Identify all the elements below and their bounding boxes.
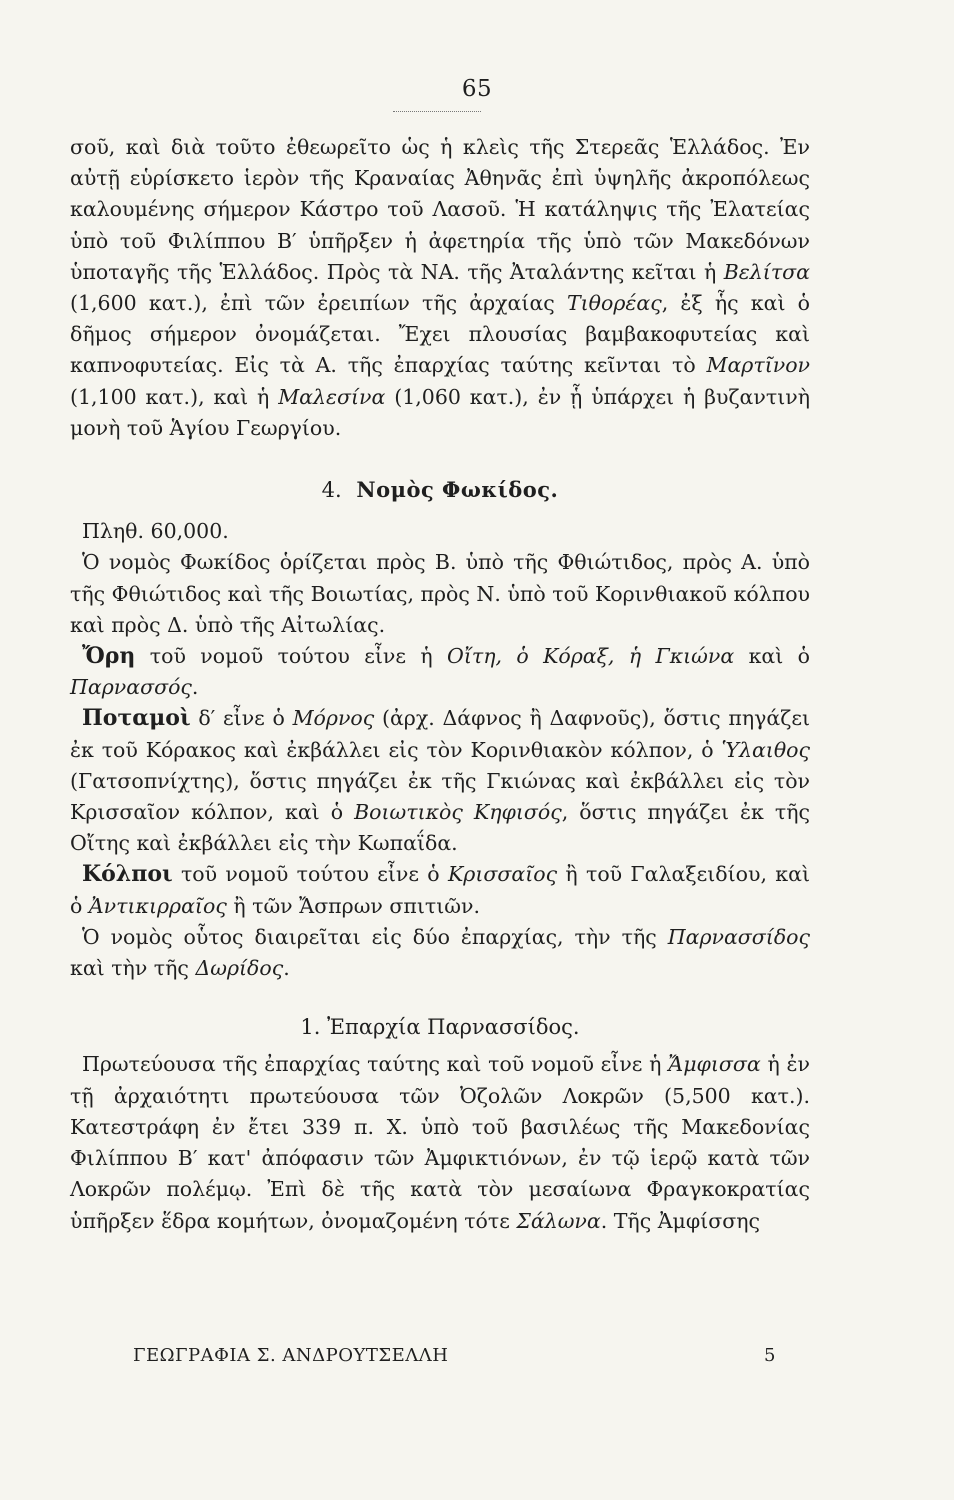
place-name: Μαρτῖνον [706,353,810,378]
text-run: σοῦ, καὶ διὰ τοῦτο ἐθεωρεῖτο ὡς ἡ κλεὶς τῆς Στερεᾶς Ἑλλάδος. Ἐν αὐτῇ εὑρίσκετο ἱερὸν τῆς Κραναίας Ἀθηνᾶς ἐπὶ ὑψηλῆς ἀκροπόλεως καλουμένης σήμερον Κάστρο τοῦ Λασοῦ. Ἡ κατάληψις τῆς Ἐλατείας ὑπὸ τοῦ Φιλίππου Β′ ὑπῆρξεν ἡ ἀφετηρία τῆς ὑπὸ τῶν Μακεδόνων ὑποταγῆς τῆς Ἑλλάδος. Πρὸς τὰ ΝΑ. τῆς Ἀταλάντης κεῖται ἡ [70,135,810,284]
rivers-lead: Ποταμοὶ [82,705,191,732]
place-name: Ὑλαιθος [721,737,810,762]
place-name: Κρισσαῖος [447,862,558,887]
text-run: ἡ ἐν τῇ ἀρχαιότητι πρωτεύουσα τῶν Ὀζολῶν Λοκρῶν (5,500 κατ.). Κατεστράφη ἐν ἔτει 339 π. Χ. ὑπὸ τοῦ βασιλέως τῆς Μακεδονίας Φιλίππου Β′ κατ' ἀπόφασιν τῶν Ἀμφικτιόνων, ἐν τῷ ἱερῷ κατὰ τῶν Λοκρῶν πολέμῳ. Ἐπὶ δὲ τῆς κατὰ τὸν μεσαίωνα Φραγκοκρατίας ὑπῆρξεν ἕδρα κομήτων, ὀνομαζομένη τότε [70,1052,810,1233]
text-run: ἢ τοῦ Γαλαξειδίου, καὶ ὁ [70,862,810,918]
mountains-lead: Ὄρη [82,643,136,670]
place-name: Δωρίδος [195,956,284,981]
mountains-paragraph [70,641,810,703]
page-number-rule [393,111,481,112]
body-text [70,132,810,1237]
text-run: . [283,956,290,981]
place-name: Βελίτσα [723,259,810,284]
text-run: καὶ ὁ [734,644,810,669]
place-name: Παρνασσίδος [667,924,810,949]
text-run: (ἀρχ. Δάφνος ἢ Δαφνοῦς), ὅστις πηγάζει ἐκ τοῦ Κόρακος καὶ ἐκβάλλει εἰς τὸν Κορινθιακὸν κόλπον, ὁ [70,706,811,762]
text-run: (1,600 κατ.), ἐπὶ τῶν ἐρειπίων τῆς ἀρχαίας [70,291,567,316]
text-run: (Γατσοπνίχτης), ὅστις πηγάζει ἐκ τῆς Γκιώνας καὶ ἐκβάλλει εἰς τὸν Κρισσαῖον κόλπον, καὶ ὁ [70,768,810,825]
place-name: Ἀντικιρραῖος [88,893,227,918]
footer-book-title: ΓΕΩΓΡΑΦΙΑ Σ. ΑΝΔΡΟΥΤΣΕΛΛΗ [133,1345,449,1366]
text-run: (1,100 κατ.), καὶ ἡ [70,384,279,409]
gulfs-paragraph [70,859,810,921]
text-run: ἢ τῶν Ἄσπρων σπιτιῶν. [226,893,480,918]
text-run: . [191,675,199,700]
place-name: Οἴτη, ὁ Κόραξ, ἡ Γκιώνα [447,644,735,669]
text-run: τοῦ νομοῦ τούτου εἶνε ὁ [172,862,448,887]
page-footer [133,1345,776,1366]
place-name: Ἄμφισσα [668,1052,761,1077]
section-title: Νομὸς Φωκίδος. [356,477,559,503]
text-run: , ὅστις πηγάζει ἐκ τῆς Οἴτης καὶ ἐκβάλλει εἰς τὴν Κωπαΐδα. [70,800,810,856]
rivers-paragraph [70,703,810,859]
place-name: Τιθορέας [566,291,662,316]
place-name: Μόρνος [292,706,375,731]
subsection-heading: 1. Ἐπαρχία Παρνασσίδος. [300,1015,580,1040]
section-heading [70,474,810,506]
paragraph-continued [70,132,810,444]
place-name: Σάλωνα [516,1208,601,1233]
place-name: Βοιωτικὸς Κηφισός [354,800,562,825]
footer-signature-mark: 5 [764,1345,776,1366]
page-number: 65 [461,76,493,102]
population-line: Πληθ. 60,000. [82,519,229,544]
text-run: τοῦ νομοῦ τούτου εἶνε ἡ [135,644,448,669]
text-run: καὶ τὴν τῆς [70,956,196,981]
text-run: δ′ εἶνε ὁ [190,706,293,731]
borders-paragraph: Ὁ νομὸς Φωκίδος ὁρίζεται πρὸς Β. ὑπὸ τῆς Φθιώτιδος, πρὸς Α. ὑπὸ τῆς Φθιώτιδος καὶ τῆς Βοιωτίας, πρὸς Ν. ὑπὸ τοῦ Κορινθιακοῦ κόλπου καὶ πρὸς Δ. ὑπὸ τῆς Αἰτωλίας. [70,550,810,637]
place-name: Παρνασσός [70,675,192,700]
text-run: Πρωτεύουσα τῆς ἐπαρχίας ταύτης καὶ τοῦ νομοῦ εἶνε ἡ [82,1052,669,1077]
section-number: 4. [321,478,342,503]
capital-paragraph [70,1049,810,1236]
division-paragraph [70,922,810,984]
text-run: Ὁ νομὸς οὗτος διαιρεῖται εἰς δύο ἐπαρχίας, τὴν τῆς [82,924,668,949]
text-run: . Τῆς Ἀμφίσσης [600,1208,760,1233]
text-run: (1,060 κατ.), ἐν ᾗ ὑπάρχει ἡ βυζαντινὴ μονὴ τοῦ Ἁγίου Γεωργίου. [70,384,810,440]
text-run: , ἐξ ἧς καὶ ὁ δῆμος σήμερον ὀνομάζεται. Ἔχει πλουσίας βαμβακοφυτείας καὶ καπνοφυτείας. Εἰς τὰ Α. τῆς ἐπαρχίας ταύτης κεῖνται τὸ [70,291,810,378]
gulfs-lead: Κόλποι [82,861,173,888]
place-name: Μαλεσίνα [278,384,386,409]
